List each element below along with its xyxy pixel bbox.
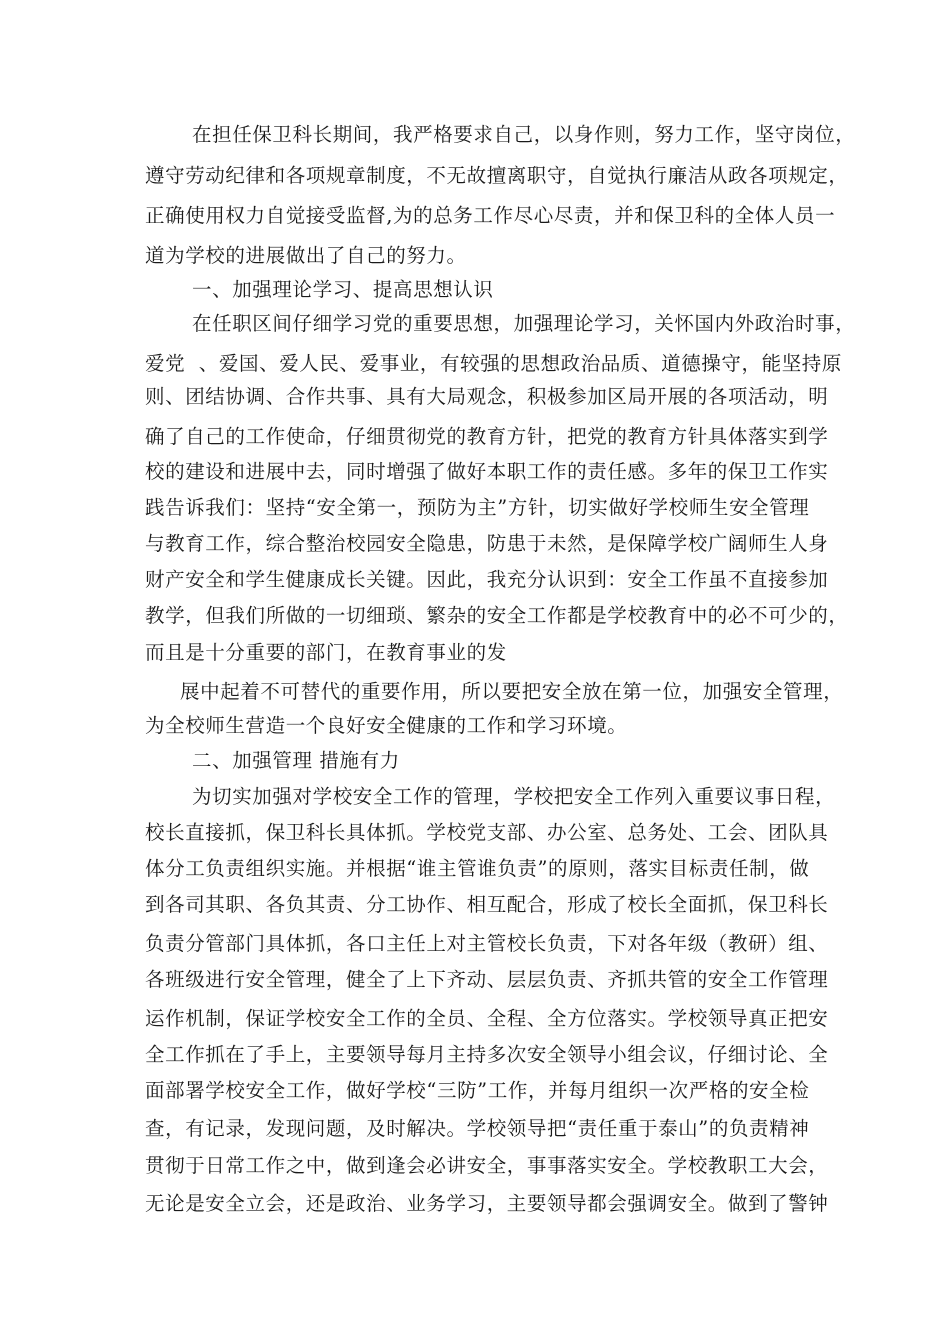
text-line: 展中起着不可替代的重要作用，所以要把安全放在第一位，加强安全管理， [180,680,844,703]
text-line: 确了自己的工作使命，仔细贯彻党的教育方针，把党的教育方针具体落实到学 [145,425,829,448]
text-line: 体分工负责组织实施。并根据“谁主管谁负责”的原则，落实目标责任制，做 [145,857,810,880]
text-line: 教学，但我们所做的一切细琐、繁杂的安全工作都是学校教育中的必不可少的， [145,604,849,627]
text-line: 爱党 、爱国、爱人民、爱事业，有较强的思想政治品质、道德操守，能坚持原 [145,352,842,375]
text-line: 校长直接抓，保卫科长具体抓。学校党支部、办公室、总务处、工会、团队具 [145,821,829,844]
text-line: 则、团结协调、合作共事、具有大局观念，积极参加区局开展的各项活动，明 [145,385,829,408]
text-line: 正确使用权力自觉接受监督,为的总务工作尽心尽责，并和保卫科的全体人员一 [145,204,836,227]
text-line: 与教育工作，综合整治校园安全隐患，防患于未然，是保障学校广阔师生人身 [145,532,829,555]
text-line: 财产安全和学生健康成长关键。因此，我充分认识到：安全工作虽不直接参加 [145,568,829,591]
text-line: 为全校师生营造一个良好安全健康的工作和学习环境。 [145,714,628,737]
text-line: 为切实加强对学校安全工作的管理，学校把安全工作列入重要议事日程， [192,785,836,808]
text-line: 而且是十分重要的部门，在教育事业的发 [145,641,507,664]
section-heading: 二、加强管理 措施有力 [192,749,400,772]
text-line: 无论是安全立会，还是政治、业务学习，主要领导都会强调安全。做到了警钟 [145,1192,829,1215]
text-line: 道为学校的进展做出了自己的努力。 [145,244,467,267]
text-line: 运作机制，保证学校安全工作的全员、全程、全方位落实。学校领导真正把安 [145,1007,829,1030]
text-line: 在任职区间仔细学习党的重要思想，加强理论学习，关怀国内外政治时事， [192,312,856,335]
text-line: 校的建设和进展中去，同时增强了做好本职工作的责任感。多年的保卫工作实 [145,460,829,483]
text-line: 在担任保卫科长期间，我严格要求自己，以身作则，努力工作，坚守岗位， [192,123,856,146]
text-line: 面部署学校安全工作，做好学校“三防”工作，并每月组织一次严格的安全检 [145,1079,810,1102]
text-line: 各班级进行安全管理，健全了上下齐动、层层负责、齐抓共管的安全工作管理 [145,968,829,991]
text-line: 全工作抓在了手上，主要领导每月主持多次安全领导小组会议，仔细讨论、全 [145,1043,829,1066]
text-line: 遵守劳动纪律和各项规章制度，不无故擅离职守，自觉执行廉洁从政各项规定， [145,164,849,187]
text-line: 负责分管部门具体抓，各口主任上对主管校长负责，下对各年级（教研）组、 [145,932,829,955]
text-line: 践告诉我们：坚持“安全第一，预防为主”方针，切实做好学校师生安全管理 [145,496,810,519]
section-heading: 一、加强理论学习、提高思想认识 [192,278,494,301]
text-line: 查，有记录，发现问题，及时解决。学校领导把“责任重于泰山”的负责精神 [145,1117,810,1140]
text-line: 贯彻于日常工作之中，做到逢会必讲安全，事事落实安全。学校教职工大会， [145,1154,829,1177]
text-line: 到各司其职、各负其责、分工协作、相互配合，形成了校长全面抓，保卫科长 [145,893,829,916]
